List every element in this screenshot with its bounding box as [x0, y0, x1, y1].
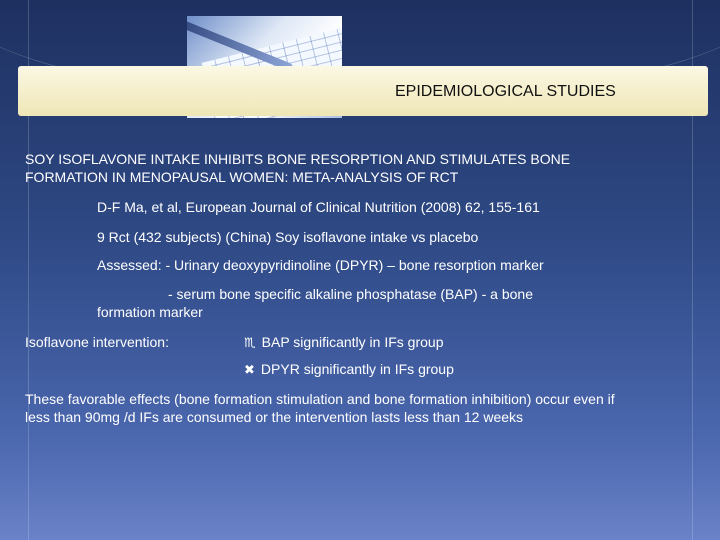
conclusion-line-2: less than 90mg /d IFs are consumed or the intervention lasts less than 12 weeks: [25, 409, 524, 425]
result-up-text: BAP significantly in IFs group: [261, 334, 444, 350]
citation: D-F Ma, et al, European Journal of Clinical Nutrition (2008) 62, 155-161: [97, 199, 540, 215]
result-down-text: DPYR significantly in IFs group: [260, 361, 454, 377]
intervention-label: Isoflavone intervention:: [25, 334, 169, 350]
assessed-line-3: formation marker: [97, 304, 203, 320]
result-down: [244, 360, 454, 380]
decrease-icon: ✖: [244, 363, 255, 378]
assessed-line-2: - serum bone specific alkaline phosphatase (BAP) - a bone: [168, 286, 533, 302]
conclusion-line-1: These favorable effects (bone formation stimulation and bone formation inhibition) occur even if: [25, 391, 615, 407]
increase-icon: ♏: [244, 336, 256, 351]
study-design: 9 Rct (432 subjects) (China) Soy isoflavone intake vs placebo: [97, 229, 479, 245]
heading-line-2: FORMATION IN MENOPAUSAL WOMEN: META-ANALYSIS OF RCT: [25, 169, 459, 185]
slide-title: EPIDEMIOLOGICAL STUDIES: [395, 83, 616, 100]
heading-line-1: SOY ISOFLAVONE INTAKE INHIBITS BONE RESORPTION AND STIMULATES BONE: [25, 151, 571, 167]
assessed-line-1: Assessed: - Urinary deoxypyridinoline (DPYR) – bone resorption marker: [97, 257, 544, 273]
result-up: [244, 333, 444, 353]
